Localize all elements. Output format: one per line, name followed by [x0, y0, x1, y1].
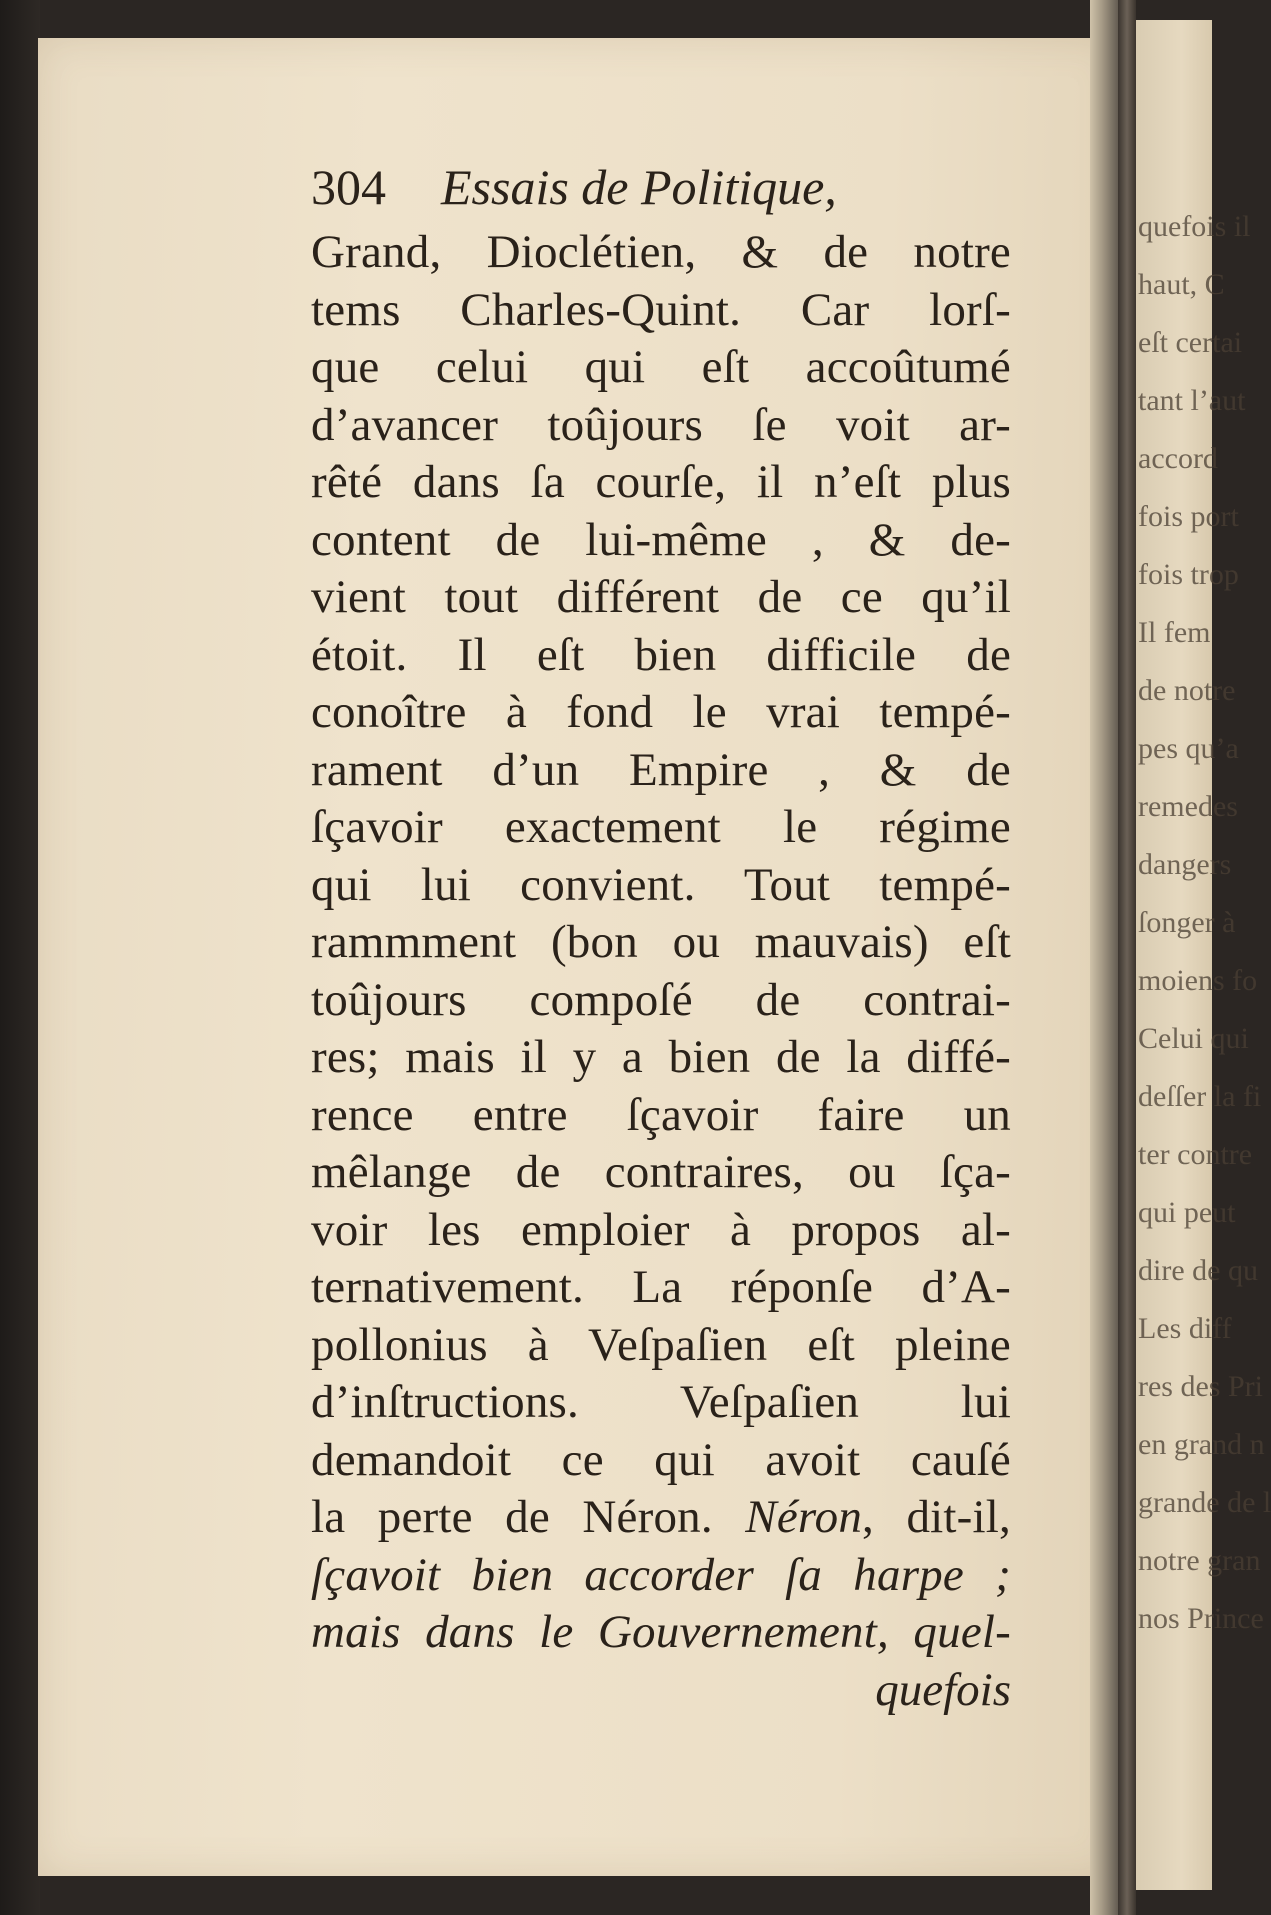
facing-page-fragment: ſonger à [1138, 906, 1236, 939]
text-line: que celui qui eſt accoûtumé [311, 341, 1011, 393]
text-line: conoître à fond le vrai tempé- [311, 686, 1011, 738]
facing-page-fragment: grande de l [1138, 1486, 1271, 1519]
text-line: rammment (bon ou mauvais) eſt [311, 916, 1011, 968]
book-binding [1118, 0, 1136, 1915]
facing-page-fragment: remedes [1138, 790, 1238, 823]
catchword: quefois [875, 1663, 1011, 1716]
text-line: rêté dans ſa courſe, il n’eſt plus [311, 456, 1011, 508]
text-line: rence entre ſçavoir faire un [311, 1088, 1011, 1141]
text-line: voir les emploier à propos al- [311, 1203, 1011, 1256]
facing-page-fragment: Il fem [1138, 616, 1211, 649]
facing-page-fragment: Les diff [1138, 1312, 1232, 1345]
text-line: pollonius à Veſpaſien eſt pleine [311, 1318, 1011, 1371]
scan-background-left [0, 0, 40, 1915]
mixed-roman-end: , dit-il, [862, 1491, 1011, 1543]
text-line: d’avancer toûjours ſe voit ar- [311, 398, 1011, 451]
page-text-block [311, 150, 1011, 1719]
facing-page-fragment: nos Prince [1138, 1602, 1264, 1635]
text-line: content de lui-même , & de- [311, 513, 1011, 566]
facing-page-fragment: pes qu’a [1138, 732, 1239, 765]
text-line: demandoit ce qui avoit cauſé [311, 1433, 1011, 1486]
facing-page-fragment: notre gran [1138, 1544, 1261, 1577]
text-line-mixed [311, 1489, 1011, 1547]
facing-page-fragment: Celui qui [1138, 1022, 1249, 1055]
facing-page-fragment: accord [1138, 442, 1218, 475]
facing-page-fragment: qui peut [1138, 1196, 1236, 1229]
italic-text-line: mais dans le Gouvernement, quel- [311, 1606, 1011, 1658]
facing-page-fragment: deſſer la fi [1138, 1080, 1262, 1113]
text-line: rament d’un Empire , & de [311, 743, 1011, 796]
running-head [311, 150, 1011, 224]
facing-page-fragment: haut, C [1138, 268, 1225, 301]
facing-page-fragment: moiens fo [1138, 964, 1258, 997]
text-line: vient tout différent de ce qu’il [311, 571, 1011, 623]
italic-text-line: ſçavoit bien accorder ſa harpe ; [311, 1548, 1011, 1601]
facing-page-fragment: en grand n [1138, 1428, 1265, 1461]
facing-page-fragment: fois port [1138, 500, 1239, 533]
text-line: Grand, Dioclétien, & de notre [311, 226, 1011, 278]
facing-page-fragment: eſt certai [1138, 326, 1243, 359]
text-line: d’inſtructions. Veſpaſien lui [311, 1376, 1011, 1428]
facing-page-fragment: fois trop [1138, 558, 1239, 591]
facing-page-fragment: tant l’aut [1138, 384, 1246, 417]
running-title: Essais de Politique, [441, 159, 837, 215]
text-line: res; mais il y a bien de la diffé- [311, 1031, 1011, 1083]
text-line: ternativement. La réponſe d’A- [311, 1261, 1011, 1313]
text-line: qui lui convient. Tout tempé- [311, 858, 1011, 911]
page-gutter-shadow [1090, 0, 1120, 1915]
body-text [311, 224, 1011, 1489]
text-line: mêlange de contraires, ou ſça- [311, 1146, 1011, 1198]
italic-quote [311, 1547, 1011, 1662]
facing-page-fragment: dire de qu [1138, 1254, 1258, 1287]
facing-page-edge [1136, 20, 1271, 1890]
facing-page-fragment: de notre [1138, 674, 1236, 707]
facing-page-fragment: quefois il [1138, 210, 1251, 243]
mixed-italic-name: Néron [745, 1491, 863, 1543]
text-line: ſçavoir exactement le régime [311, 801, 1011, 853]
text-line: tems Charles-Quint. Car lorſ- [311, 283, 1011, 336]
text-line: étoit. Il eſt bien difficile de [311, 628, 1011, 681]
page-number: 304 [311, 159, 386, 215]
facing-page-fragment: ter contre [1138, 1138, 1253, 1171]
facing-page-fragment: dangers [1138, 848, 1232, 881]
facing-page-fragment: res des Pri [1138, 1370, 1263, 1403]
text-line: toûjours compoſé de contrai- [311, 973, 1011, 1026]
mixed-roman-text: la perte de Néron. [311, 1491, 746, 1543]
